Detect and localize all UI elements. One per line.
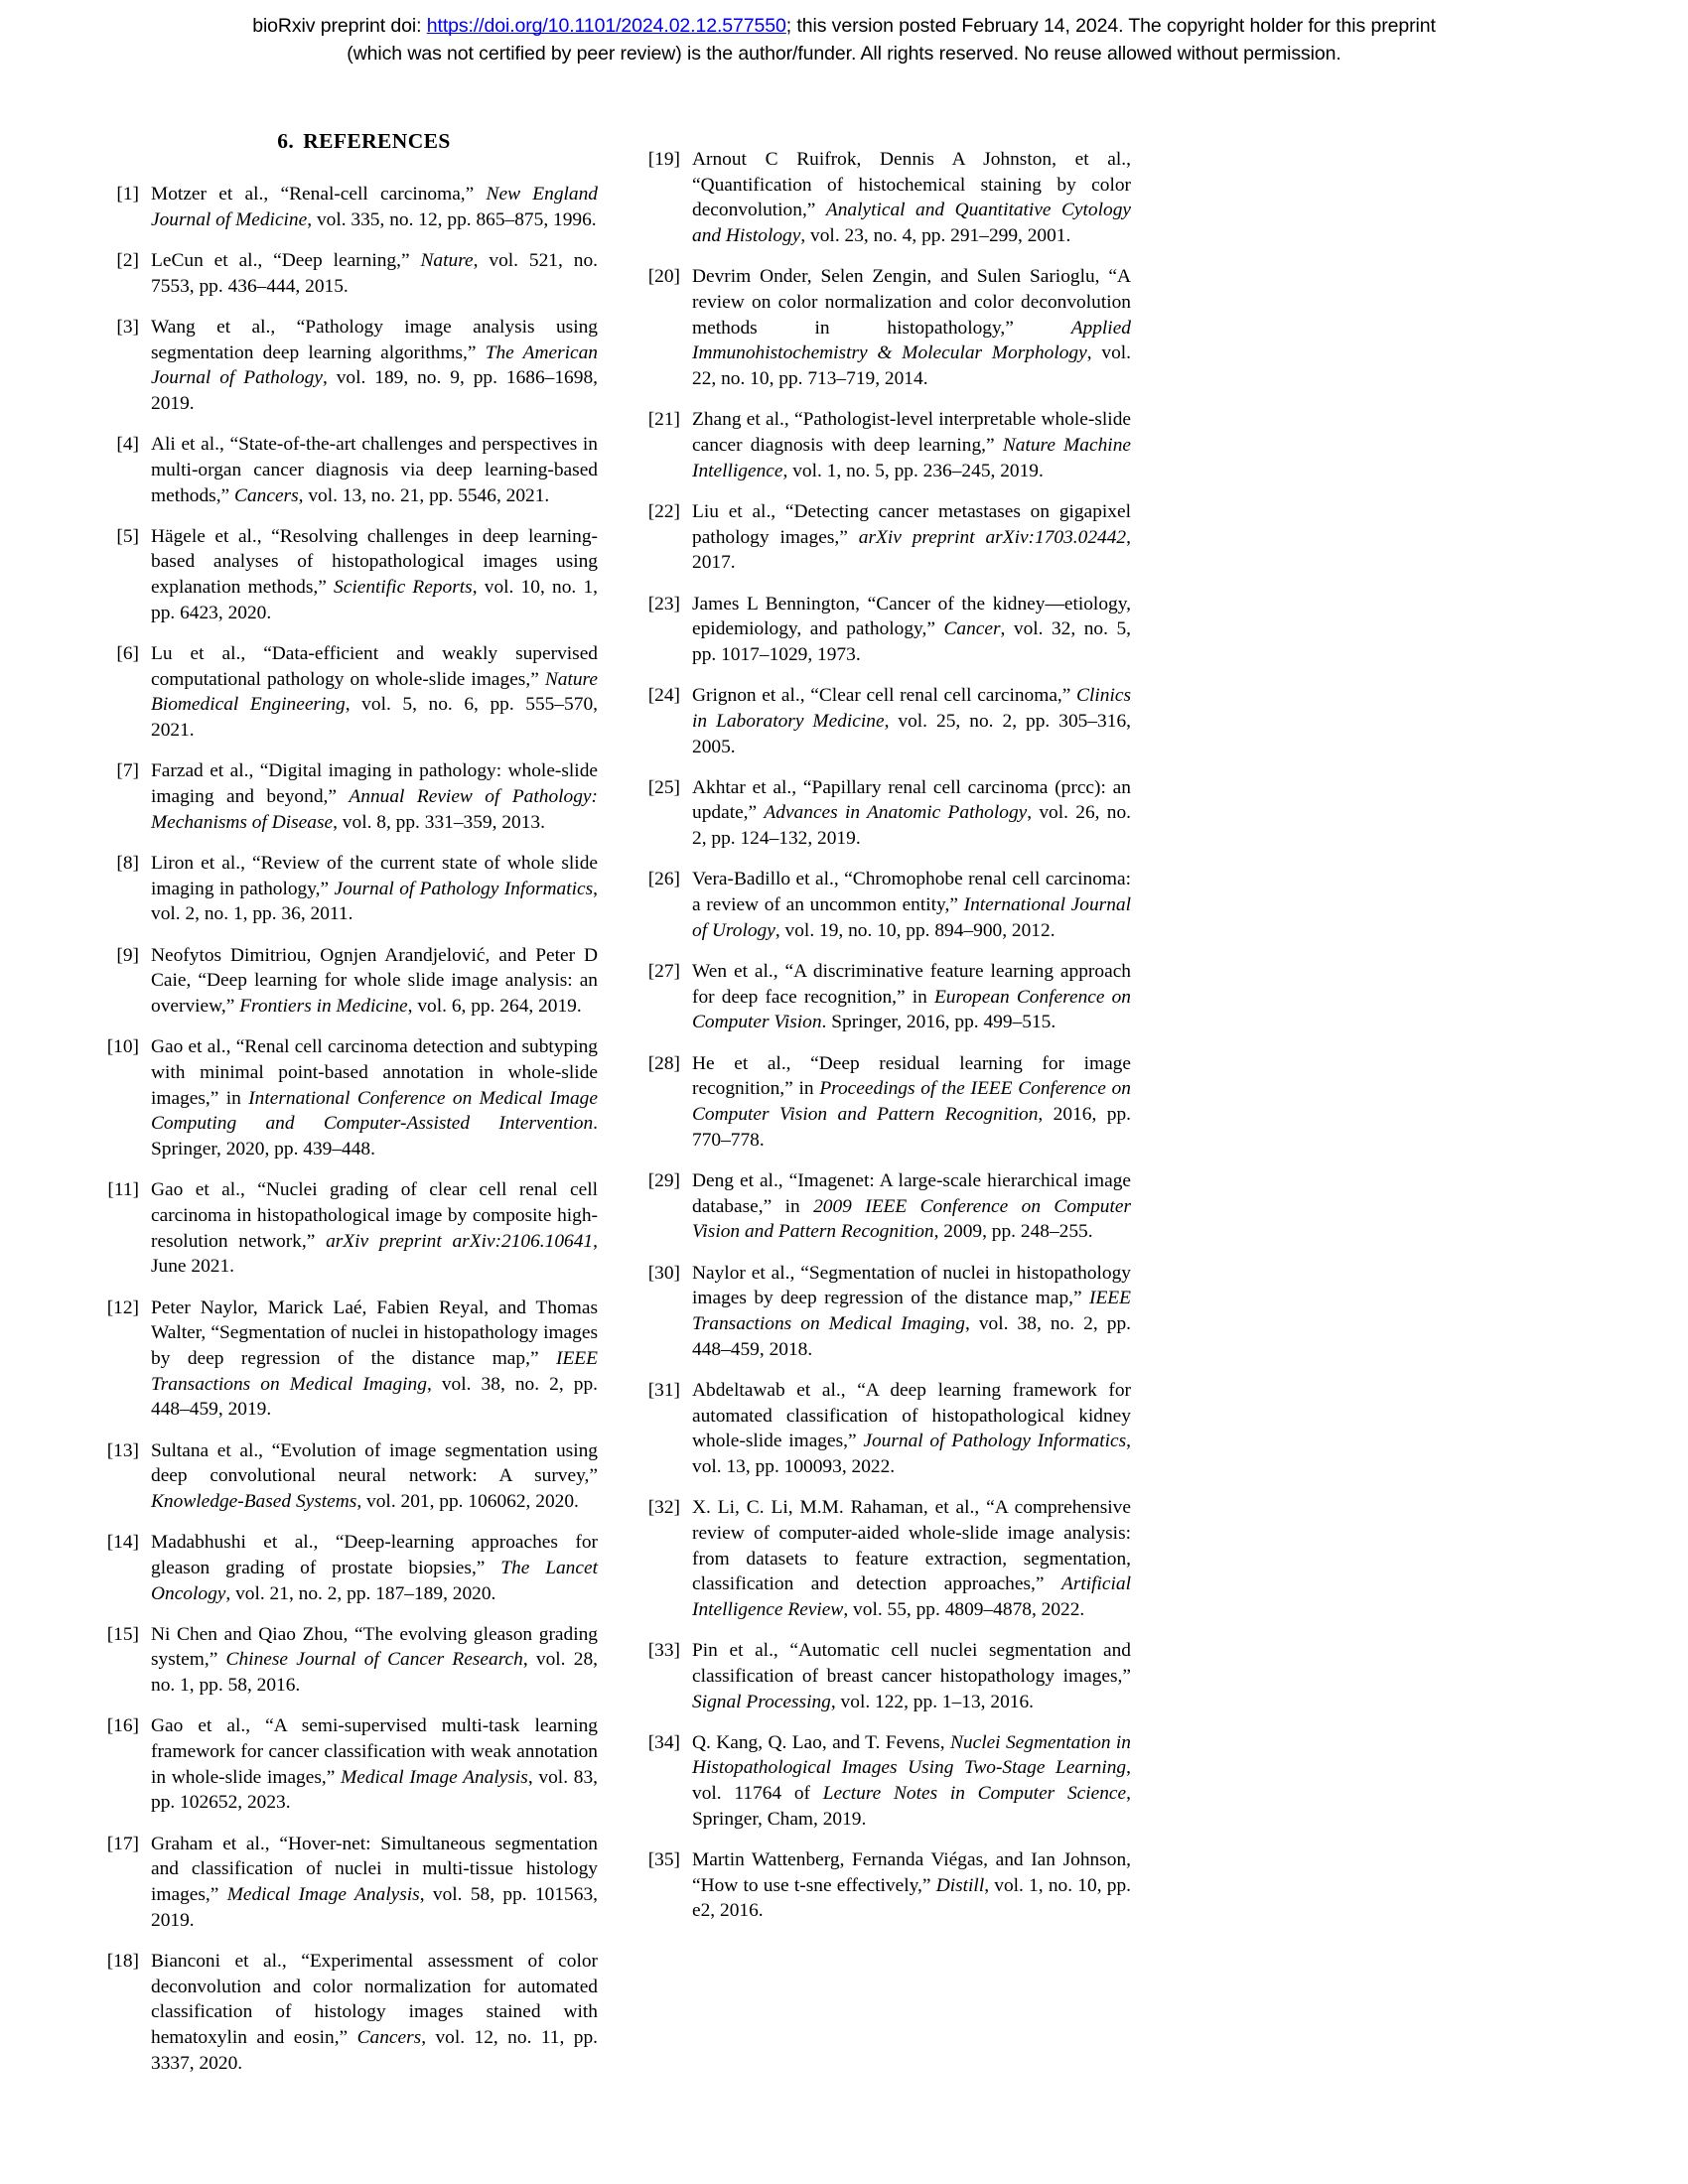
reference-text: Arnout C Ruifrok, Dennis A Johnston, et al., “Quantification of histochemical staining by color deconvolution,” Analytical and Quantitative Cytology and Histology, vol. 23, no. 4, pp. 291–299, 2001.: [692, 149, 1132, 247]
banner-prefix: bioRxiv preprint doi:: [252, 15, 422, 37]
reference-number: [13]: [106, 1439, 139, 1461]
reference-entry: [637, 775, 1131, 852]
reference-entry: [104, 432, 598, 508]
reference-text: Deng et al., “Imagenet: A large-scale hierarchical image database,” in 2009 IEEE Conference on Computer Vision and Pattern Recognition, 2009, pp. 248–255.: [692, 1169, 1131, 1243]
reference-entry: [637, 867, 1131, 943]
reference-number: [4]: [116, 434, 139, 456]
reference-entry: [637, 959, 1131, 1035]
reference-number: [12]: [106, 1297, 139, 1318]
reference-entry: [104, 1438, 598, 1515]
reference-number: [3]: [116, 316, 139, 338]
reference-number: [19]: [647, 149, 680, 170]
reference-entry: [637, 1847, 1131, 1924]
reference-number: [7]: [116, 760, 139, 782]
reference-entry: [637, 147, 1131, 249]
reference-number: [34]: [647, 1731, 680, 1753]
reference-text: LeCun et al., “Deep learning,” Nature, vol. 521, no. 7553, pp. 436–444, 2015.: [151, 249, 598, 297]
section-title: REFERENCES: [303, 129, 451, 153]
reference-text: Zhang et al., “Pathologist-level interpretable whole-slide cancer diagnosis with deep learning,” Nature Machine Intelligence, vol. 1, no. 5, pp. 236–245, 2019.: [692, 409, 1131, 481]
reference-number: [28]: [647, 1052, 680, 1074]
reference-number: [10]: [106, 1036, 139, 1058]
reference-text: James L Bennington, “Cancer of the kidney—etiology, epidemiology, and pathology,” Cancer, vol. 32, no. 5, pp. 1017–1029, 1973.: [692, 593, 1131, 665]
reference-number: [32]: [647, 1497, 680, 1519]
reference-entry: [104, 758, 598, 835]
reference-number: [17]: [106, 1833, 139, 1854]
reference-number: [18]: [106, 1950, 139, 1972]
reference-number: [29]: [647, 1169, 680, 1191]
reference-entry: [637, 1730, 1131, 1833]
reference-number: [5]: [116, 525, 139, 547]
reference-list-right: [637, 147, 1131, 1924]
reference-number: [21]: [647, 409, 680, 431]
reference-entry: [104, 641, 598, 744]
reference-text: Peter Naylor, Marick Laé, Fabien Reyal, and Thomas Walter, “Segmentation of nuclei in histopathology images by deep regression of the distance map,” IEEE Transactions on Medical Imaging, vol. 38, no. 2, pp. 448–459, 2019.: [151, 1297, 598, 1421]
reference-entry: [637, 1051, 1131, 1154]
reference-text: Abdeltawab et al., “A deep learning framework for automated classification of histopathological kidney whole-slide images,” Journal of Pathology Informatics, vol. 13, pp. 100093, 2022.: [692, 1379, 1131, 1477]
reference-entry: [104, 182, 598, 232]
left-column: [104, 129, 598, 2092]
reference-text: Graham et al., “Hover-net: Simultaneous segmentation and classification of nuclei in multi-tissue histology images,” Medical Image Analysis, vol. 58, pp. 101563, 2019.: [151, 1833, 598, 1931]
reference-text: Gao et al., “Nuclei grading of clear cell renal cell carcinoma in histopathological image by composite high-resolution network,” arXiv preprint arXiv:2106.10641, June 2021.: [151, 1179, 598, 1278]
reference-entry: [104, 1034, 598, 1162]
reference-number: [15]: [106, 1623, 139, 1645]
reference-text: Q. Kang, Q. Lao, and T. Fevens, Nuclei Segmentation in Histopathological Images Using Two-Stage Learning, vol. 11764 of Lecture Notes in Computer Science, Springer, Cham, 2019.: [692, 1731, 1132, 1830]
reference-entry: [104, 851, 598, 927]
reference-entry: [637, 1378, 1131, 1480]
reference-text: Wang et al., “Pathology image analysis using segmentation deep learning algorithms,” The American Journal of Pathology, vol. 189, no. 9, pp. 1686–1698, 2019.: [151, 316, 598, 414]
preprint-banner: [0, 12, 1688, 68]
reference-entry: [104, 1832, 598, 1934]
reference-text: Gao et al., “A semi-supervised multi-task learning framework for cancer classification with weak annotation in whole-slide images,” Medical Image Analysis, vol. 83, pp. 102652, 2023.: [151, 1715, 598, 1814]
reference-text: He et al., “Deep residual learning for image recognition,” in Proceedings of the IEEE Conference on Computer Vision and Pattern Recognition, 2016, pp. 770–778.: [692, 1052, 1131, 1151]
reference-number: [22]: [647, 500, 680, 522]
reference-entry: [637, 1261, 1131, 1363]
reference-entry: [104, 1713, 598, 1816]
reference-text: Ni Chen and Qiao Zhou, “The evolving gleason grading system,” Chinese Journal of Cancer Research, vol. 28, no. 1, pp. 58, 2016.: [151, 1623, 598, 1697]
reference-text: Hägele et al., “Resolving challenges in deep learning-based analyses of histopathological images using explanation methods,” Scientific Reports, vol. 10, no. 1, pp. 6423, 2020.: [151, 525, 598, 623]
reference-text: Liron et al., “Review of the current state of whole slide imaging in pathology,” Journal of Pathology Informatics, vol. 2, no. 1, pp. 36, 2011.: [151, 852, 598, 925]
reference-number: [2]: [116, 249, 139, 271]
reference-text: Naylor et al., “Segmentation of nuclei in histopathology images by deep regression of the distance map,” IEEE Transactions on Medical Imaging, vol. 38, no. 2, pp. 448–459, 2018.: [692, 1262, 1131, 1360]
reference-text: Farzad et al., “Digital imaging in pathology: whole-slide imaging and beyond,” Annual Review of Pathology: Mechanisms of Disease, vol. 8, pp. 331–359, 2013.: [151, 760, 598, 833]
banner-line-2: (which was not certified by peer review) is the author/funder. All rights reserved. No reuse allowed without permission.: [347, 43, 1341, 66]
reference-number: [31]: [647, 1379, 680, 1401]
reference-number: [23]: [647, 593, 680, 614]
reference-entry: [104, 943, 598, 1020]
reference-text: Motzer et al., “Renal-cell carcinoma,” New England Journal of Medicine, vol. 335, no. 12, pp. 865–875, 1996.: [151, 184, 598, 230]
reference-entry: [637, 407, 1131, 483]
reference-text: Gao et al., “Renal cell carcinoma detection and subtyping with minimal point-based annotation in whole-slide images,” in International Conference on Medical Image Computing and Computer-Assisted Intervention. Springer, 2020, pp. 439–448.: [151, 1036, 598, 1160]
reference-text: Ali et al., “State-of-the-art challenges and perspectives in multi-organ cancer diagnosis via deep learning-based methods,” Cancers, vol. 13, no. 21, pp. 5546, 2021.: [151, 434, 598, 506]
reference-text: Devrim Onder, Selen Zengin, and Sulen Sarioglu, “A review on color normalization and color deconvolution methods in histopathology,” Applied Immunohistochemistry & Molecular Morphology, vol. 22, no. 10, pp. 713–719, 2014.: [692, 266, 1131, 390]
reference-entry: [104, 1296, 598, 1424]
right-column: [637, 129, 1131, 1940]
reference-text: X. Li, C. Li, M.M. Rahaman, et al., “A comprehensive review of computer-aided whole-slide image analysis: from datasets to feature extraction, segmentation, classification and detection approaches,” Artificial Intelligence Review, vol. 55, pp. 4809–4878, 2022.: [692, 1497, 1131, 1620]
reference-number: [1]: [116, 184, 139, 205]
reference-entry: [104, 1949, 598, 2077]
reference-number: [35]: [647, 1849, 680, 1871]
reference-text: Wen et al., “A discriminative feature learning approach for deep face recognition,” in European Conference on Computer Vision. Springer, 2016, pp. 499–515.: [692, 960, 1132, 1033]
reference-number: [30]: [647, 1262, 680, 1284]
reference-entry: [104, 1622, 598, 1699]
reference-text: Grignon et al., “Clear cell renal cell carcinoma,” Clinics in Laboratory Medicine, vol. 25, no. 2, pp. 305–316, 2005.: [692, 685, 1131, 757]
reference-text: Lu et al., “Data-efficient and weakly supervised computational pathology on whole-slide images,” Nature Biomedical Engineering, vol. 5, no. 6, pp. 555–570, 2021.: [151, 643, 598, 742]
reference-text: Pin et al., “Automatic cell nuclei segmentation and classification of breast cancer histopathology images,” Signal Processing, vol. 122, pp. 1–13, 2016.: [692, 1640, 1131, 1712]
reference-entry: [637, 1168, 1131, 1245]
reference-text: Madabhushi et al., “Deep-learning approaches for gleason grading of prostate biopsies,” The Lancet Oncology, vol. 21, no. 2, pp. 187–189, 2020.: [151, 1532, 598, 1604]
page-content: [104, 129, 1594, 2075]
reference-number: [8]: [116, 852, 139, 874]
reference-text: Sultana et al., “Evolution of image segmentation using deep convolutional neural network: A survey,” Knowledge-Based Systems, vol. 201, pp. 106062, 2020.: [151, 1439, 598, 1512]
reference-text: Neofytos Dimitriou, Ognjen Arandjelović, and Peter D Caie, “Deep learning for whole slide image analysis: an overview,” Frontiers in Medicine, vol. 6, pp. 264, 2019.: [151, 944, 598, 1017]
page-title: [104, 129, 598, 154]
reference-entry: [104, 524, 598, 626]
reference-text: Liu et al., “Detecting cancer metastases on gigapixel pathology images,” arXiv preprint arXiv:1703.02442, 2017.: [692, 500, 1131, 574]
reference-entry: [104, 1177, 598, 1280]
reference-entry: [637, 1495, 1131, 1623]
reference-list-left: [104, 182, 598, 2077]
doi-link[interactable]: https://doi.org/10.1101/2024.02.12.577550: [426, 15, 786, 37]
reference-number: [16]: [106, 1715, 139, 1737]
reference-number: [9]: [116, 944, 139, 966]
reference-number: [14]: [106, 1532, 139, 1554]
reference-number: [26]: [647, 869, 680, 890]
reference-entry: [637, 1638, 1131, 1714]
reference-text: Akhtar et al., “Papillary renal cell carcinoma (prcc): an update,” Advances in Anatomic Pathology, vol. 26, no. 2, pp. 124–132, 2019.: [692, 776, 1131, 850]
reference-number: [24]: [647, 685, 680, 707]
reference-number: [27]: [647, 960, 680, 982]
reference-entry: [104, 1530, 598, 1606]
reference-number: [25]: [647, 776, 680, 798]
banner-suffix: ; this version posted February 14, 2024. The copyright holder for this preprint: [785, 15, 1436, 37]
reference-text: Bianconi et al., “Experimental assessment of color deconvolution and color normalization for automated classification of histology images stained with hematoxylin and eosin,” Cancers, vol. 12, no. 11, pp. 3337, 2020.: [151, 1950, 599, 2074]
reference-text: Vera-Badillo et al., “Chromophobe renal cell carcinoma: a review of an uncommon entity,” International Journal of Urology, vol. 19, no. 10, pp. 894–900, 2012.: [692, 869, 1131, 941]
reference-number: [11]: [107, 1179, 139, 1201]
reference-number: [33]: [647, 1640, 680, 1662]
reference-number: [20]: [647, 266, 680, 288]
reference-entry: [637, 683, 1131, 759]
reference-number: [6]: [116, 643, 139, 665]
reference-text: Martin Wattenberg, Fernanda Viégas, and Ian Johnson, “How to use t-sne effectively,” Distill, vol. 1, no. 10, pp. e2, 2016.: [692, 1849, 1131, 1922]
reference-entry: [637, 264, 1131, 392]
reference-entry: [104, 315, 598, 417]
reference-entry: [637, 592, 1131, 668]
reference-entry: [637, 499, 1131, 576]
reference-entry: [104, 248, 598, 299]
two-column-layout: [104, 129, 1594, 2092]
section-number: 6.: [277, 129, 295, 153]
